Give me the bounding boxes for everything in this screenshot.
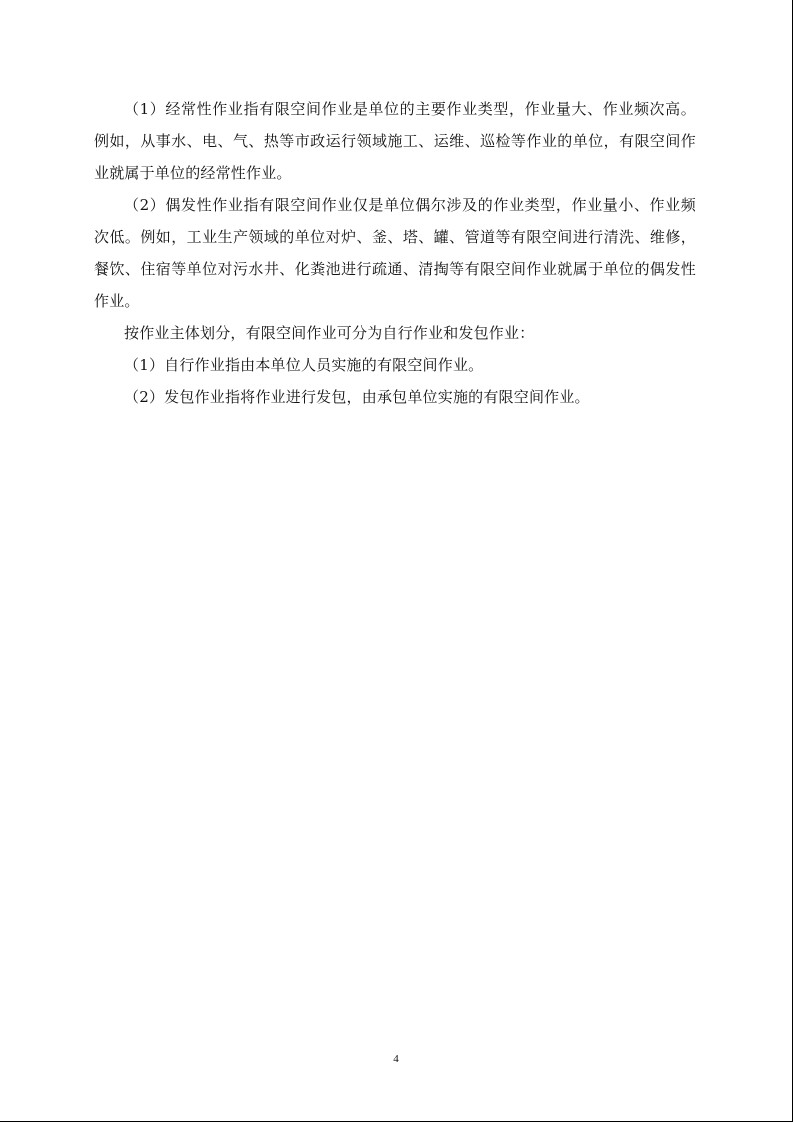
page-number: 4 xyxy=(393,1053,399,1065)
paragraph-work-subject-classification: 按作业主体划分，有限空间作业可分为自行作业和发包作业： xyxy=(124,324,535,342)
paragraph-occasional-work: （2）偶发性作业指有限空间作业仅是单位偶尔涉及的作业类型，作业量小、作业频次低。例如，工业生产领域的单位对炉、釜、塔、罐、管道等有限空间进行清洗、维修，餐饮、住宿等单位对污水井、化粪池进行疏通、清掏等有限空间作业就属于单位的偶发性作业。 xyxy=(94,196,696,310)
paragraph-contracted-work: （2）发包作业指将作业进行发包，由承包单位实施的有限空间作业。 xyxy=(124,388,590,406)
paragraph-regular-work: （1）经常性作业指有限空间作业是单位的主要作业类型，作业量大、作业频次高。例如，从事水、电、气、热等市政运行领域施工、运维、巡检等作业的单位，有限空间作业就属于单位的经常性作业。 xyxy=(94,100,696,182)
paragraph-self-operated-work: （1）自行作业指由本单位人员实施的有限空间作业。 xyxy=(124,356,484,374)
page-content xyxy=(94,93,696,413)
